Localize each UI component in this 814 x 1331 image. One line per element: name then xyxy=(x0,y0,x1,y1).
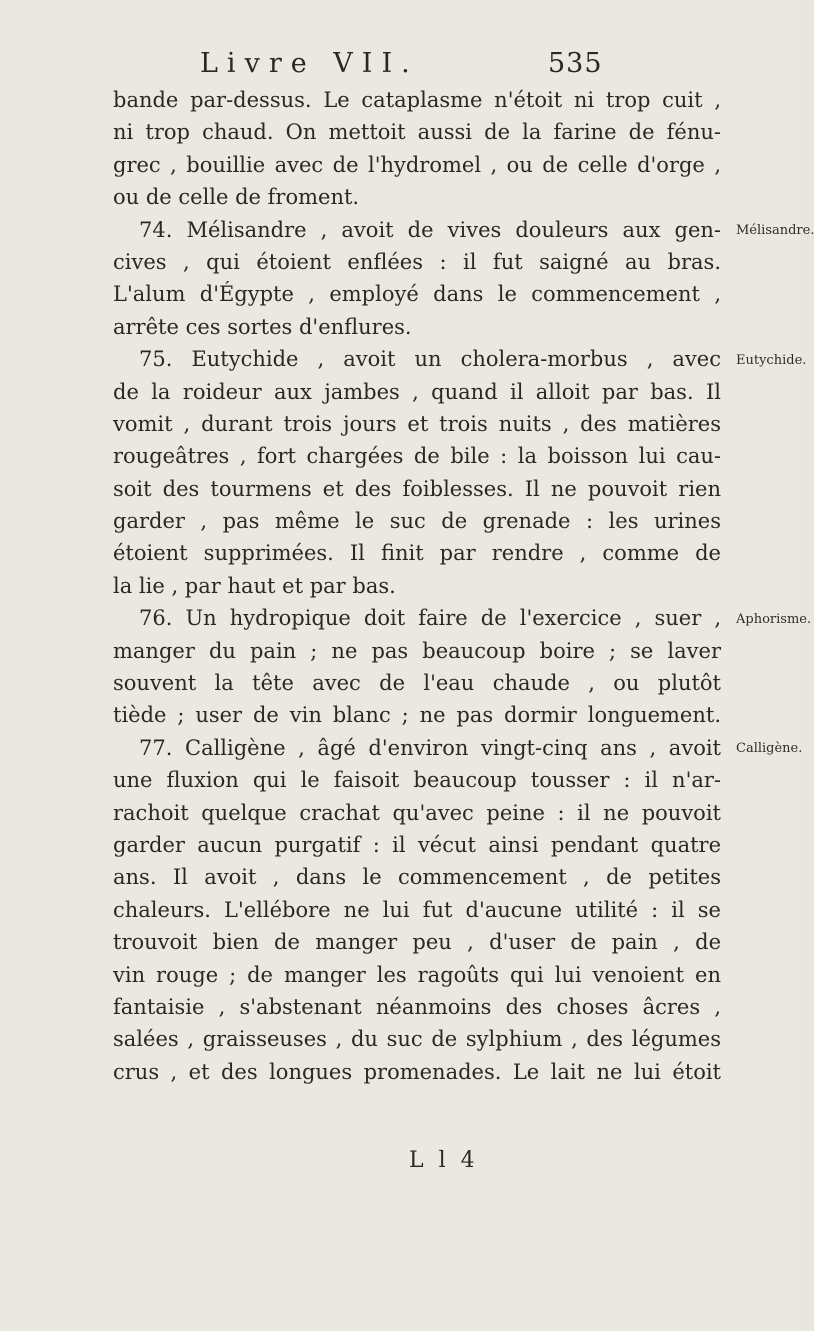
text-line: L'alum d'Égypte , employé dans le commencement , xyxy=(113,282,721,307)
text-line: trouvoit bien de manger peu , d'user de pain , de xyxy=(113,930,721,955)
text-line: garder , pas même le suc de grenade : les urines xyxy=(113,509,721,534)
text-line: fantaisie , s'abstenant néanmoins des choses âcres , xyxy=(113,994,721,1019)
page-number: 535 xyxy=(548,48,603,79)
margin-note-melisandre: Mélisandre. xyxy=(736,223,814,238)
text-line: souvent la tête avec de l'eau chaude , ou plutôt xyxy=(113,671,721,696)
text-line: vin rouge ; de manger les ragoûts qui lui venoient en xyxy=(113,962,721,987)
text-line: 77. Calligène , âgé d'environ vingt-cinq ans , avoit xyxy=(139,735,721,760)
running-header xyxy=(200,48,603,88)
text-line: grec , bouillie avec de l'hydromel , ou de celle d'orge , xyxy=(113,152,721,177)
text-line: soit des tourmens et des foiblesses. Il ne pouvoit rien xyxy=(113,476,721,501)
text-line: rougeâtres , fort chargées de bile : la boisson lui cau- xyxy=(113,444,721,469)
text-line: manger du pain ; ne pas beaucoup boire ; se laver xyxy=(113,638,721,663)
text-line: une fluxion qui le faisoit beaucoup tousser : il n'ar- xyxy=(113,768,721,793)
text-line: salées , graisseuses , du suc de sylphium , des légumes xyxy=(113,1027,721,1052)
text-line: de la roideur aux jambes , quand il alloit par bas. Il xyxy=(113,379,721,404)
text-line: rachoit quelque crachat qu'avec peine : il ne pouvoit xyxy=(113,800,721,825)
margin-note-calligene: Calligène. xyxy=(736,741,803,756)
text-line: chaleurs. L'ellébore ne lui fut d'aucune utilité : il se xyxy=(113,897,721,922)
text-line: cives , qui étoient enflées : il fut saigné au bras. xyxy=(113,249,721,274)
text-line: ans. Il avoit , dans le commencement , de petites xyxy=(113,865,721,890)
text-line: ou de celle de froment. xyxy=(113,185,360,210)
text-line: bande par-dessus. Le cataplasme n'étoit ni trop cuit , xyxy=(113,88,721,112)
text-line: la lie , par haut et par bas. xyxy=(113,573,396,598)
header-title: Livre VII. xyxy=(200,48,419,79)
text-line: ni trop chaud. On mettoit aussi de la farine de fénu- xyxy=(113,120,721,145)
margin-note-aphorisme: Aphorisme. xyxy=(736,612,812,627)
text-line: 75. Eutychide , avoit un cholera-morbus , avec xyxy=(139,347,721,372)
body-text xyxy=(113,84,721,1088)
margin-note-eutychide: Eutychide. xyxy=(736,353,807,368)
text-line: crus , et des longues promenades. Le lait ne lui étoit xyxy=(113,1059,721,1084)
text-line: vomit , durant trois jours et trois nuits , des matières xyxy=(113,411,721,436)
signature-mark: L l 4 xyxy=(409,1148,479,1173)
text-line: arrête ces sortes d'enflures. xyxy=(113,314,412,339)
text-line: tiède ; user de vin blanc ; ne pas dormir longuement. xyxy=(113,703,721,728)
text-line: garder aucun purgatif : il vécut ainsi pendant quatre xyxy=(113,832,721,857)
text-line: 74. Mélisandre , avoit de vives douleurs aux gen- xyxy=(139,217,721,242)
text-line: étoient supprimées. Il finit par rendre , comme de xyxy=(113,541,721,566)
text-line: 76. Un hydropique doit faire de l'exercice , suer , xyxy=(139,606,721,631)
